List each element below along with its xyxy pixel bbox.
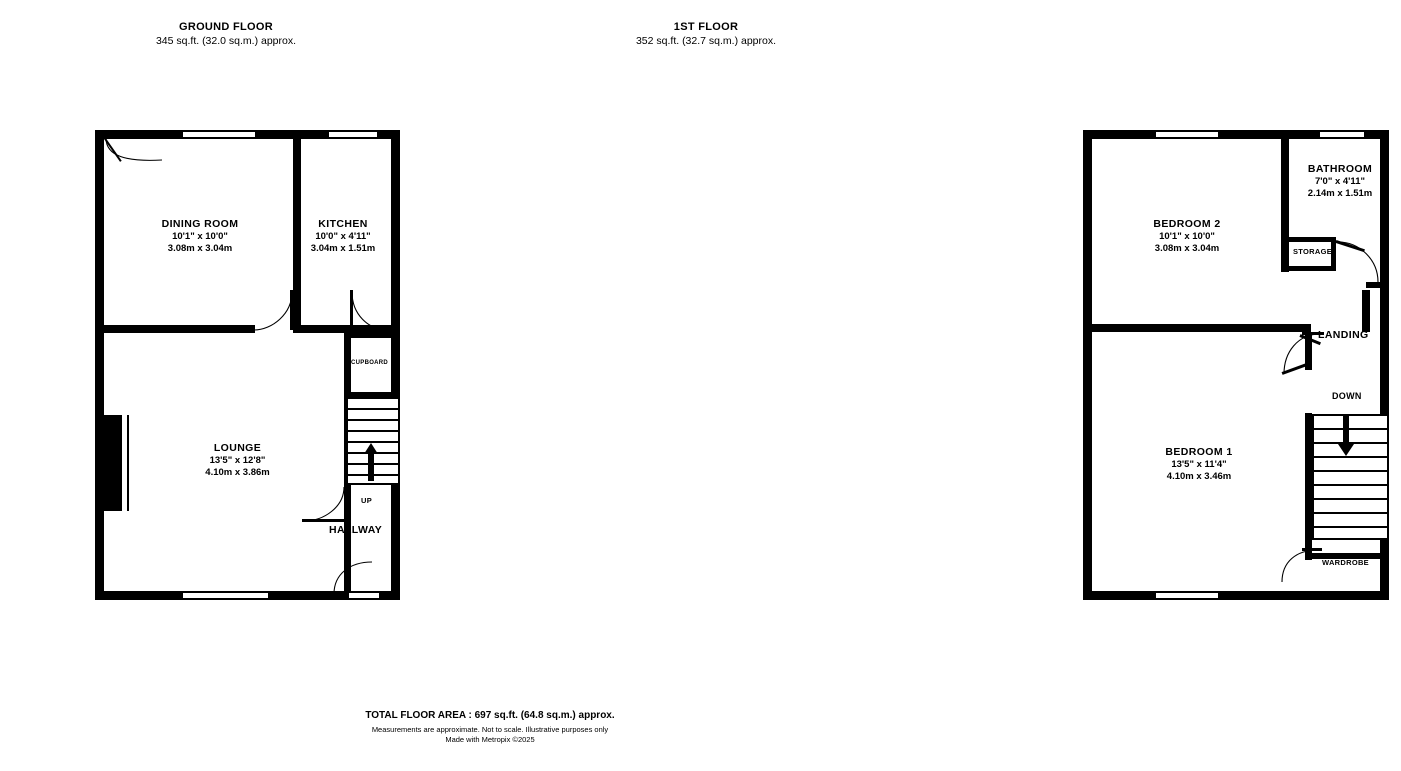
ground-floor-title: GROUND FLOOR (178, 21, 274, 33)
ground-exterior-wall-right (391, 130, 400, 600)
stairs-up-arrow (363, 443, 379, 481)
room-dims-metric: 3.04m x 1.51m (310, 243, 376, 254)
stair-tread (1314, 484, 1387, 486)
room-dims-metric: 4.10m x 3.46m (1166, 471, 1232, 482)
wall-dining-lounge (95, 325, 255, 333)
window-kitchen-front (329, 130, 377, 139)
wall-storage-top (1289, 237, 1336, 242)
footer-total-area (0, 710, 980, 721)
disclaimer-text: Measurements are approximate. Not to scale. Illustrative purposes only (371, 725, 609, 734)
door-arc-front-entrance (330, 560, 376, 596)
wardrobe-label: WARDROBE (1322, 558, 1369, 567)
wall-dining-kitchen-stub (293, 139, 301, 191)
stairs-down-arrow (1337, 414, 1355, 456)
window-lounge-side (120, 415, 129, 511)
room-label-dining-room (125, 218, 275, 256)
total-floor-area-text: TOTAL FLOOR AREA : 697 sq.ft. (64.8 sq.m.) approx. (365, 710, 615, 721)
cupboard-label: CUPBOARD (351, 360, 389, 366)
door-arc-dining-lounge (252, 290, 296, 332)
room-dims-metric: 4.10m x 3.86m (205, 467, 270, 478)
window-dining-front (183, 130, 255, 139)
stair-tread (1314, 456, 1387, 458)
room-dims-imperial: 13'5" x 12'8" (209, 454, 266, 466)
room-dims-imperial: 7'0" x 4'11" (1315, 175, 1365, 187)
door-arc-dining-front (104, 136, 166, 166)
window-bedroom2-front (1156, 130, 1218, 139)
wall-storage-bottom (1289, 266, 1336, 271)
wall-landing-top-right (1362, 290, 1370, 332)
wall-landing-left-lower (1305, 413, 1312, 560)
wall-bathroom-left-lower (1281, 244, 1289, 272)
door-arc-bedroom1 (1280, 548, 1324, 584)
stair-tread (1314, 512, 1387, 514)
first-exterior-wall-bottom (1083, 591, 1389, 600)
stairs-up-label: UP (361, 496, 373, 505)
first-floor-title: 1ST FLOOR (673, 21, 739, 33)
first-floor-area: 352 sq.ft. (32.7 sq.m.) approx. (635, 35, 777, 47)
first-exterior-wall-left (1083, 130, 1092, 600)
stair-tread (1314, 526, 1387, 528)
room-dims-imperial: 13'5" x 11'4" (1171, 458, 1227, 470)
stairs-down-label: DOWN (1332, 391, 1362, 401)
ground-floor-area: 345 sq.ft. (32.0 sq.m.) approx. (155, 35, 297, 47)
window-lounge-rear (183, 591, 268, 600)
hallway-label: HALLWAY (329, 524, 383, 536)
window-bedroom1-rear (1156, 591, 1218, 600)
room-dims-imperial: 10'1" x 10'0" (172, 230, 228, 242)
door-arc-lounge-hall (302, 485, 348, 525)
room-name: DINING ROOM (161, 218, 239, 230)
credit-text: Made with Metropix ©2025 (445, 735, 535, 744)
room-label-bedroom-1 (1125, 446, 1273, 484)
first-floor-plan (500, 0, 1373, 640)
room-name: KITCHEN (318, 218, 368, 230)
room-name: BATHROOM (1307, 163, 1373, 175)
room-label-kitchen (275, 218, 411, 256)
room-label-lounge (160, 442, 315, 480)
stair-tread (348, 408, 398, 410)
room-dims-imperial: 10'1" x 10'0" (1159, 230, 1215, 242)
room-dims-metric: 2.14m x 1.51m (1307, 188, 1373, 199)
cupboard-wall-top (344, 333, 400, 338)
room-name: BEDROOM 1 (1165, 446, 1233, 458)
landing-label: LANDING (1318, 329, 1369, 341)
footer-disclaimer (0, 725, 980, 745)
storage-label: STORAGE (1293, 247, 1333, 256)
stair-tread (1314, 498, 1387, 500)
stair-tread (348, 430, 398, 432)
room-name: BEDROOM 2 (1153, 218, 1221, 230)
stair-tread (348, 419, 398, 421)
room-dims-metric: 3.08m x 3.04m (1154, 243, 1220, 254)
door-arc-kitchen-hall (350, 290, 390, 332)
stair-tread (1314, 470, 1387, 472)
ground-exterior-wall-left (95, 130, 104, 600)
room-label-bedroom-2 (1113, 218, 1261, 256)
room-dims-metric: 3.08m x 3.04m (167, 243, 233, 254)
wall-landing-top (1083, 324, 1311, 332)
lounge-bay-wall (104, 415, 121, 511)
room-label-bathroom (1279, 163, 1401, 201)
ground-floor-plan (0, 0, 480, 640)
room-name: LOUNGE (213, 442, 262, 454)
room-dims-imperial: 10'0" x 4'11" (315, 230, 371, 242)
window-bathroom-front (1320, 130, 1364, 139)
